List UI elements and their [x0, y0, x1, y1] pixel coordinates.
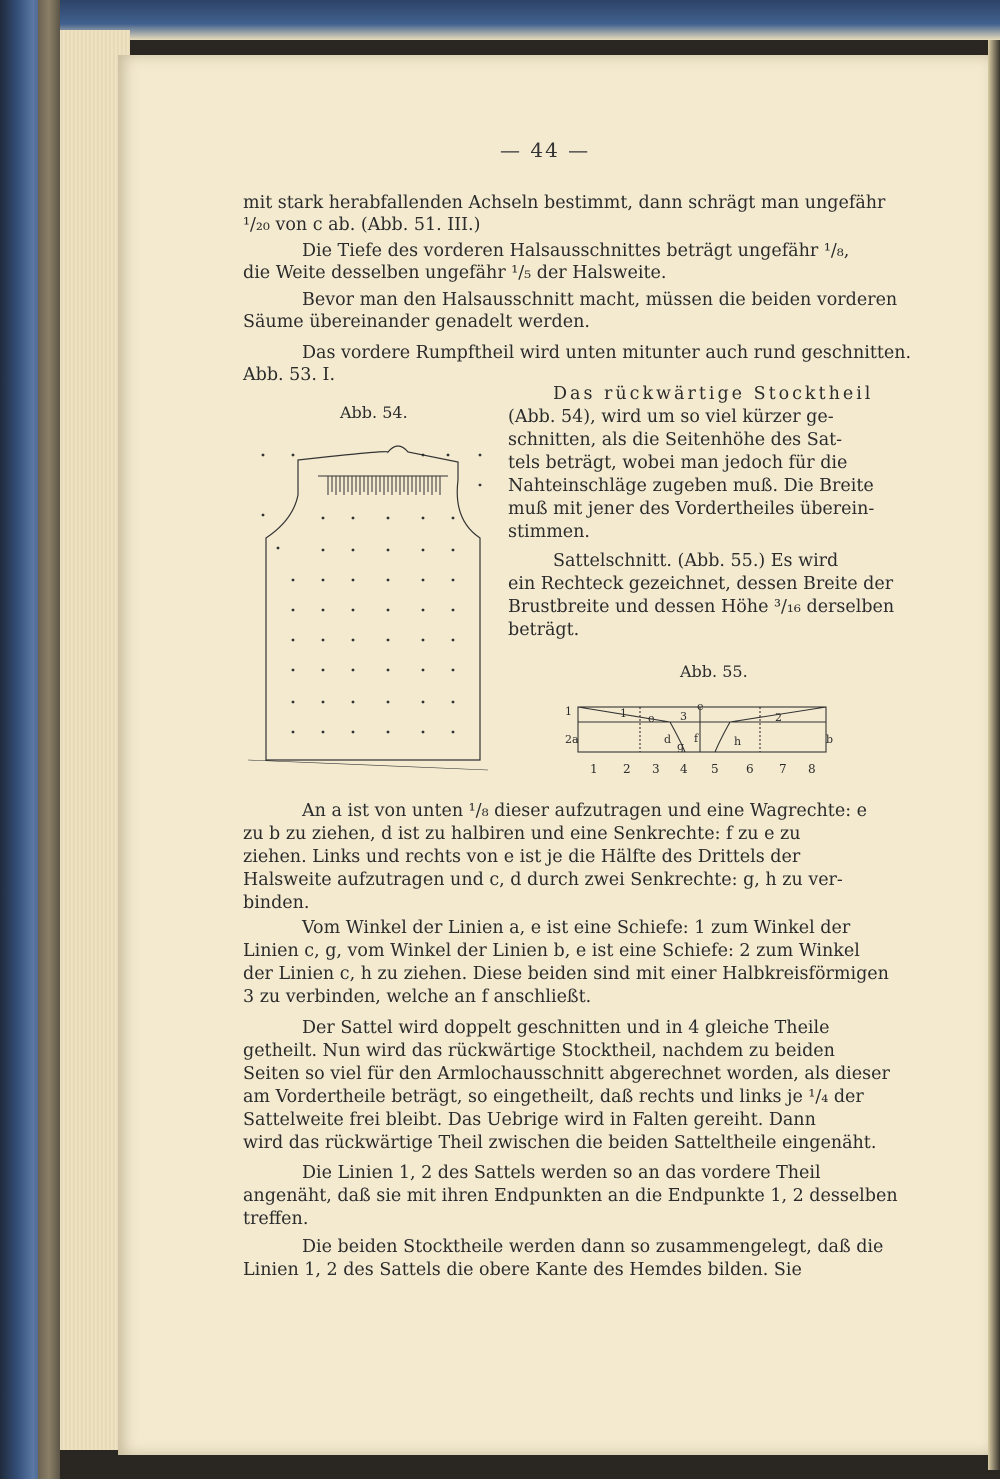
- text-line: Bevor man den Halsausschnitt macht, müssen die beiden vorderen: [302, 290, 898, 310]
- page-number: — 44 —: [500, 138, 591, 162]
- figure-55-label: b: [826, 733, 834, 746]
- figure-55-label: 8: [808, 762, 816, 776]
- text-line: ziehen. Links und rechts von e ist je die Hälfte des Drittels der: [243, 847, 801, 867]
- text-line: Die beiden Stocktheile werden dann so zusammengelegt, daß die: [302, 1237, 884, 1257]
- figure-55-label: 1: [620, 707, 627, 720]
- book-top-edge: [60, 0, 1000, 40]
- figure-55-label: e: [697, 700, 704, 713]
- figure-55-label: e: [648, 712, 655, 725]
- text-line: Seiten so viel für den Armlochausschnitt abgerechnet worden, als dieser: [243, 1064, 890, 1084]
- text-line: treffen.: [243, 1209, 309, 1229]
- figure-55-label: 2a: [565, 733, 579, 746]
- text-line: An a ist von unten ¹/₈ dieser aufzutragen und eine Wagrechte: e: [302, 801, 868, 821]
- text-line: stimmen.: [508, 522, 590, 542]
- figure-55-label: 2: [623, 762, 631, 776]
- text-line: wird das rückwärtige Theil zwischen die beiden Satteltheile eingenäht.: [243, 1133, 877, 1153]
- figure-55-label: 4: [680, 762, 688, 776]
- text-line: schnitten, als die Seitenhöhe des Sat-: [508, 430, 843, 450]
- text-line: beträgt.: [508, 620, 580, 640]
- text-line: binden.: [243, 893, 310, 913]
- text-line: Das vordere Rumpftheil wird unten mitunter auch rund geschnitten.: [302, 343, 912, 363]
- text-line: Vom Winkel der Linien a, e ist eine Schiefe: 1 zum Winkel der: [302, 918, 851, 938]
- text-line: die Weite desselben ungefähr ¹/₅ der Halsweite.: [243, 263, 667, 283]
- text-line: der Linien c, h zu ziehen. Diese beiden sind mit einer Halbkreisförmigen: [243, 964, 889, 984]
- text-line: Halsweite aufzutragen und c, d durch zwei Senkrechte: g, h zu ver-: [243, 870, 843, 890]
- figure-55-label: g: [677, 740, 685, 753]
- figure-55-label: h: [734, 735, 742, 748]
- book-spine: [38, 0, 60, 1479]
- text-line: Säume übereinander genadelt werden.: [243, 312, 590, 332]
- text-line: Die Tiefe des vorderen Halsausschnittes beträgt ungefähr ¹/₈,: [302, 241, 850, 261]
- text-line: Brustbreite und dessen Höhe ³/₁₆ derselben: [508, 597, 895, 617]
- text-line: Linien c, g, vom Winkel der Linien b, e ist eine Schiefe: 2 zum Winkel: [243, 941, 860, 961]
- text-line: Der Sattel wird doppelt geschnitten und in 4 gleiche Theile: [302, 1018, 830, 1038]
- text-line: Sattelweite frei bleibt. Das Uebrige wird in Falten gereiht. Dann: [243, 1110, 816, 1130]
- text-line: mit stark herabfallenden Achseln bestimmt, dann schrägt man ungefähr: [243, 193, 886, 213]
- figure-55-label: 1: [565, 705, 572, 718]
- text-line: Nahteinschläge zugeben muß. Die Breite: [508, 476, 874, 496]
- text-line: Die Linien 1, 2 des Sattels werden so an das vordere Theil: [302, 1163, 821, 1183]
- figure-55-label: 1: [590, 762, 598, 776]
- figure-54-caption: Abb. 54.: [340, 403, 408, 422]
- figure-55-label: 3: [680, 710, 687, 723]
- figure-55-caption: Abb. 55.: [680, 662, 748, 681]
- text-line: 3 zu verbinden, welche an f anschließt.: [243, 987, 592, 1007]
- text-line: ¹/₂₀ von c ab. (Abb. 51. III.): [243, 215, 481, 235]
- text-line: zu b zu ziehen, d ist zu halbiren und eine Senkrechte: f zu e zu: [243, 824, 801, 844]
- text-line: Linien 1, 2 des Sattels die obere Kante des Hemdes bilden. Sie: [243, 1260, 802, 1280]
- figure-55-label: 5: [711, 762, 719, 776]
- figure-55-label: d: [664, 733, 672, 746]
- text-line: muß mit jener des Vordertheiles überein-: [508, 499, 875, 519]
- figure-55-label: 3: [652, 762, 660, 776]
- page-right-edge: [988, 40, 1000, 1470]
- text-line: Abb. 53. I.: [243, 365, 336, 385]
- figure-55-label: f: [694, 732, 699, 745]
- figure-55-label: 6: [746, 762, 754, 776]
- figure-55-label: 7: [779, 762, 787, 776]
- text-line: Das rückwärtige Stocktheil: [553, 384, 874, 404]
- figure-54-pattern: [248, 440, 498, 780]
- text-line: getheilt. Nun wird das rückwärtige Stocktheil, nachdem zu beiden: [243, 1041, 835, 1061]
- text-line: ein Rechteck gezeichnet, dessen Breite der: [508, 574, 894, 594]
- text-line: (Abb. 54), wird um so viel kürzer ge-: [508, 407, 834, 427]
- text-line: Sattelschnitt. (Abb. 55.) Es wird: [553, 551, 839, 571]
- text-line: am Vordertheile beträgt, so eingetheilt, daß rechts und links je ¹/₄ der: [243, 1087, 864, 1107]
- text-line: angenäht, daß sie mit ihren Endpunkten an die Endpunkte 1, 2 desselben: [243, 1186, 898, 1206]
- text-line: tels beträgt, wobei man jedoch für die: [508, 453, 848, 473]
- figure-55-label: 2: [775, 711, 782, 724]
